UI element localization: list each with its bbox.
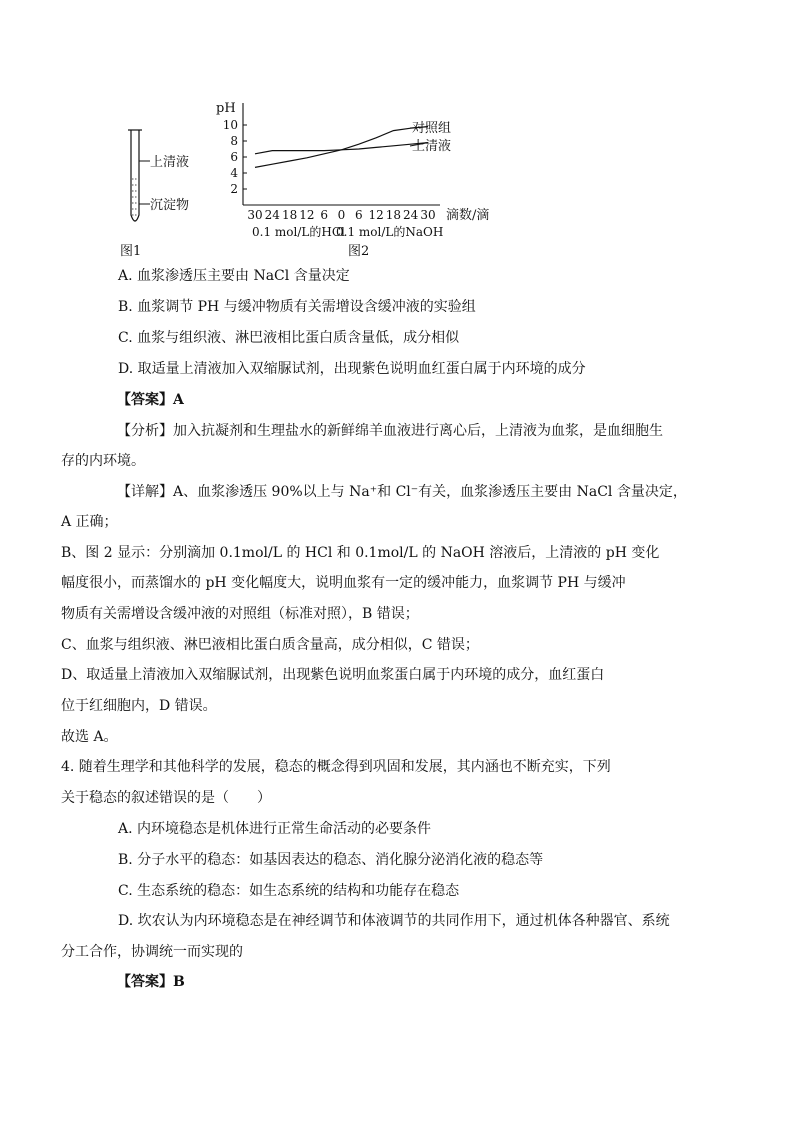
text-line: D、取适量上清液加入双缩脲试剂，出现紫色说明血浆蛋白属于内环境的成分，血红蛋白 (61, 667, 605, 683)
text-line: 存的内环境。 (61, 453, 145, 469)
x-tick-label: 6 (320, 208, 329, 222)
text-line: 【详解】A、血浆渗透压 90%以上与 Na⁺和 Cl⁻有关，血浆渗透压主要由 NaCl 含量决定， (117, 484, 687, 500)
x-tick-label: 0 (337, 208, 346, 222)
y-tick-label: 10 (222, 118, 238, 132)
naoh-label: 0.1 mol/L的NaOH (336, 225, 444, 239)
text-line: C. 血浆与组织液、淋巴液相比蛋白质含量低，成分相似 (118, 330, 460, 346)
x-tick-label: 24 (264, 208, 280, 222)
y-tick-label: 4 (230, 166, 238, 180)
text-line: A 正确； (61, 514, 118, 530)
fig1-caption: 图1 (120, 244, 142, 259)
x-tick-label: 6 (354, 208, 363, 222)
text-line: C. 生态系统的稳态：如生态系统的结构和功能存在稳态 (118, 883, 460, 899)
text-line: 位于红细胞内，D 错误。 (61, 698, 217, 714)
label-sediment: 沉淀物 (150, 198, 190, 213)
text-line: 故选 A。 (61, 729, 118, 745)
text-line: 物质有关需增设含缓冲液的对照组（标准对照），B 错误； (61, 606, 419, 622)
x-tick-label: 24 (403, 208, 419, 222)
legend-control: 对照组 (412, 121, 452, 136)
legend-supernatant: 上清液 (412, 139, 452, 154)
x-tick-label: 18 (281, 208, 298, 222)
y-axis-label: pH (216, 101, 236, 116)
series-supernatant-line (255, 143, 428, 154)
text-line: 【分析】加入抗凝剂和生理盐水的新鲜绵羊血液进行离心后，上清液为血浆，是血细胞生 (117, 423, 663, 439)
sediment-fill (132, 179, 138, 215)
x-tick-label: 18 (385, 208, 402, 222)
test-tube-figure (120, 130, 189, 259)
ph-chart (216, 101, 489, 259)
text-line: 分工合作，协调统一而实现的 (61, 944, 243, 960)
text-line: 【答案】B (117, 974, 185, 990)
label-supernatant: 上清液 (150, 155, 190, 170)
x-tick-label: 30 (247, 208, 263, 222)
text-line: A. 血浆渗透压主要由 NaCl 含量决定 (118, 268, 350, 284)
text-line: A. 内环境稳态是机体进行正常生命活动的必要条件 (118, 821, 432, 837)
figure-block (110, 95, 510, 265)
y-tick-label: 6 (230, 150, 238, 164)
x-axis-label: 滴数/滴 (446, 208, 490, 223)
x-tick-label: 12 (368, 208, 384, 222)
test-tube-icon (131, 130, 139, 221)
text-line: 4. 随着生理学和其他科学的发展，稳态的概念得到巩固和发展，其内涵也不断充实，下列 (61, 759, 611, 775)
text-line: B. 分子水平的稳态：如基因表达的稳态、消化腺分泌消化液的稳态等 (118, 852, 544, 868)
text-line: D. 坎农认为内环境稳态是在神经调节和体液调节的共同作用下，通过机体各种器官、系统 (118, 913, 670, 929)
text-line: 幅度很小，而蒸馏水的 pH 变化幅度大，说明血浆有一定的缓冲能力，血浆调节 PH 与缓冲 (61, 575, 626, 591)
series-control-line (255, 127, 428, 168)
text-line: B. 血浆调节 PH 与缓冲物质有关需增设含缓冲液的实验组 (118, 299, 476, 315)
text-line: 【答案】A (117, 392, 184, 408)
series-lines (255, 127, 428, 168)
hcl-label: 0.1 mol/L的HCl (252, 225, 345, 239)
text-line: 关于稳态的叙述错误的是（ ） (61, 790, 271, 806)
x-tick-label: 12 (299, 208, 315, 222)
text-line: D. 取适量上清液加入双缩脲试剂，出现紫色说明血红蛋白属于内环境的成分 (118, 361, 586, 377)
y-tick-label: 8 (230, 134, 238, 148)
fig2-caption: 图2 (348, 244, 370, 259)
text-line: B、图 2 显示：分别滴加 0.1mol/L 的 HCl 和 0.1mol/L 的 NaOH 溶液后，上清液的 pH 变化 (61, 545, 660, 561)
x-tick-label: 30 (420, 208, 436, 222)
figure-svg (110, 95, 510, 265)
y-tick-label: 2 (230, 182, 238, 196)
text-line: C、血浆与组织液、淋巴液相比蛋白质含量高，成分相似，C 错误； (61, 637, 479, 653)
x-ticks (247, 208, 435, 222)
